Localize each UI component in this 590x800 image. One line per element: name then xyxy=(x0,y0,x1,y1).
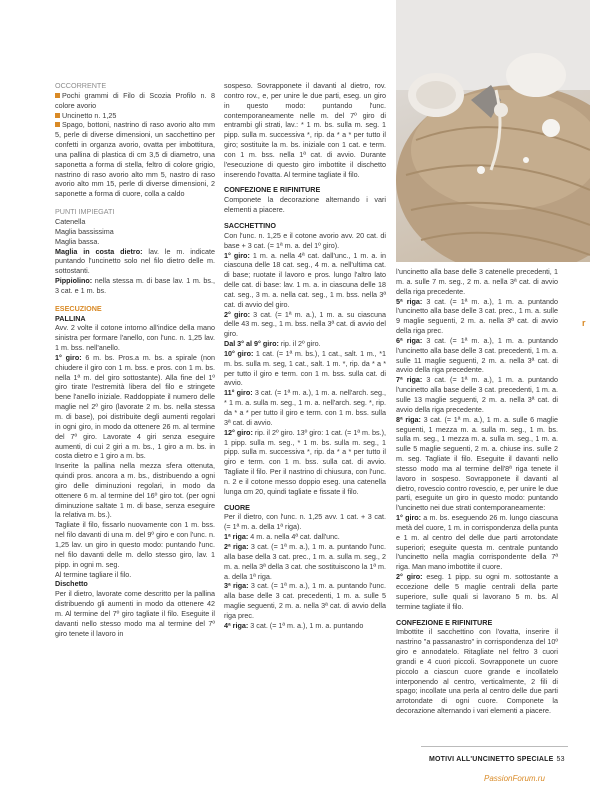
stitch-item: Maglia bassissima xyxy=(55,226,114,236)
bullet-square-icon xyxy=(55,122,60,127)
instruction-paragraph: Avv. 2 volte il cotone intorno all'indice della mano sinistra per formare l'anello, con l'unc. n. 1,25 lav. 1 m. bss. nell'anello. xyxy=(55,323,215,353)
instruction-paragraph: 2° giro: eseg. 1 pipp. su ogni m. sottostante a eccezione delle 5 maglie centrali della parte superiore, sulle quali si lavorano 5 m. bs. Al termine tagliate il filo. xyxy=(396,572,559,611)
cuore-heading: CUORE xyxy=(224,502,250,512)
sacchettino-heading: SACCHETTINO xyxy=(224,220,276,230)
column-1 xyxy=(55,81,215,638)
instruction-paragraph: 5ª riga: 3 cat. (= 1ª m. a.), 1 m. a. puntando l'uncinetto alla base delle 3 cat. prec., 1 m. a. sulle 9 maglie seguenti, 2 m. a. nella 3ª cat. di avvio della riga prec. xyxy=(396,296,559,336)
stitch-item: Catenella xyxy=(55,216,86,226)
instruction-paragraph: 3ª riga: 3 cat. (= 1ª m. a.), 1 m. a. puntando l'unc. alla base delle 3 cat. precedenti, 1 m. a. sulle 5 maglie seguenti, 2 m. a. nella 3ª cat. di avvio della riga prec. xyxy=(224,581,386,620)
occorrente-heading: OCCORRENTE xyxy=(55,81,107,90)
instruction-paragraph: Inserite la pallina nella mezza sfera ottenuta, quindi pros. ancora a m. bs., distribuendo a ogni giro delle diminuzioni regolari, in modo da ottenere 6 m. al termine del 16º giro tot. (per ogni diminuzione saltate 1 m. di base, senza eseguire la relativa m. bs.). xyxy=(55,461,215,520)
materials-item: Uncinetto n. 1,25 xyxy=(55,111,215,121)
confezione-heading: CONFEZIONE E RIFINITURE xyxy=(396,617,493,627)
side-mark: r xyxy=(582,318,586,328)
esecuzione-heading: ESECUZIONE xyxy=(55,303,102,313)
bullet-square-icon xyxy=(55,113,60,118)
instruction-paragraph: l'uncinetto alla base delle 3 catenelle precedenti, 1 m. a. sulle 7 m. seg., 2 m. a. nella 3ª cat. di avvio della riga precedente. xyxy=(396,267,558,296)
page-footer xyxy=(429,756,565,763)
instruction-paragraph: 12° giro: rip. il 2º giro. 13º giro: 1 cat. (= 1ª m. bs.), 1 pipp. sulla m. seg., * 1 m. bs. sulla m. seg., 1 pipp. sulla m. successiva *, rip. da * a * per tutto il giro e term. con 1 m. bss. sulla cat. di avvio. Tagliate il filo. Per il nastrino di chiusura, con l'unc. n. 2 e il cotone messo doppio eseg. una catenella lunga cm 20, quindi tagliate e fissate il filo. xyxy=(224,427,386,496)
pallina-heading: PALLINA xyxy=(55,313,86,323)
instruction-paragraph: sospeso. Sovrapponete il davanti al dietro, rov. contro rov., e, per unire le due parti, eseg. un giro in questo modo: puntando l'unc. contemporaneamente nelle m. del 7º giro di entrambi gli strati, lav.: * 1 m. bs. sulla m. seg. 1 pipp. sulla m. successiva *, rip. da * a * per tutto il giro; sostituite la m. bs. iniziale con 1 cat. e term. con 1 m. bss. nella 1ª cat. di avvio. Durante l'esecuzione di questo giro imbottite il dischetto inserendo l'ovatta. Al termine tagliate il filo. xyxy=(224,81,386,179)
instruction-paragraph: 1ª riga: 4 m. a. nella 4ª cat. dall'unc. xyxy=(224,532,340,542)
column-2 xyxy=(224,81,386,631)
instruction-paragraph: 11° giro: 3 cat. (= 1ª m. a.), 1 m. a. nell'arch. seg., * 1 m. a. sulla m. seg., 1 m. a. nell'arch. seg. *, rip. da * a * per tutto il giro e term. con 1 m. bss. sulla 3ª cat. di avvio. xyxy=(224,388,387,427)
instruction-paragraph: Per il dietro, lavorate come descritto per la pallina distribuendo gli aumenti in modo da ottenere 42 m. Al termine del 7º giro tagliate il filo. Eseguite il davanti nello stesso modo ma al termine del 7º giro tenete il lavoro in xyxy=(55,589,215,638)
craft-photo xyxy=(396,0,590,262)
footer-divider xyxy=(421,746,568,747)
watermark: PassionForum.ru xyxy=(484,774,545,783)
dischetto-heading: Dischetto xyxy=(55,579,88,589)
instruction-paragraph: Al termine tagliare il filo. xyxy=(55,569,132,579)
instruction-paragraph: 1° giro: a m. bs. eseguendo 26 m. lungo ciascuna metà del cuore, 1 m. in corrispondenza della punta e 1 m. al centro del delle due parti arrotondate superiori; eseguite questa m. centrale puntando l'uncinetto nella maglia corrispondente della 7ª riga. Man mano imbottite il cuore. xyxy=(396,513,558,572)
instruction-paragraph: Per il dietro, con l'unc. n. 1,25 avv. 1 cat. + 3 cat. (= 1ª m. a. della 1ª riga). xyxy=(224,512,386,532)
instruction-paragraph: 1° giro: 6 m. bs. Pros.a m. bs. a spirale (non chiudere il giro con 1 m. bss. e pros. con 1 m. bs. nella 1ª m. del giro sottostante). Alla fine del 1º giro tirate l'estremità libera del filo e stringete bene l'anello iniziale. Raddoppiate il numero delle maglie nel 2º giro (lavorate 2 m. bs. nella stessa m. di base), poi distribuite degli aumenti regolari in ogni giro, in modo da ottenere 26 m. al termine del 7º giro. Lavorate 4 giri senza eseguire aumenti, di cui 2 giri a m. bs., 1 giro a m. bs. in costa dietro e 1 giro a m. bs. xyxy=(55,352,215,461)
confezione-heading: CONFEZIONE E RIFINITURE xyxy=(224,185,321,195)
instruction-paragraph: 2° giro: 3 cat. (= 1ª m. a.), 1 m. a. su ciascuna delle 43 m. seg., 1 m. bss. nella 3ª cat. di avvio del giro. xyxy=(224,309,386,339)
materials-item: Pochi grammi di Filo di Scozia Profilo n. 8 colore avorio xyxy=(55,90,215,110)
instruction-paragraph: 8ª riga: 3 cat. (= 1ª m. a.), 1 m. a. sulle 6 maglie seguenti, 1 mezza m. a. sulla m. seg., 1 m. bs. sulla m. seg., 1 mezza m. a. sulla m. seg., 1 m. a. sulle 5 maglie seguenti, 2 m. a. chiuse ins. sulle 2 m. seg. Tagliate il filo. Eseguite il davanti nello stesso modo ma al termine dell'8ª riga tenete il lavoro in sospeso. Sovrapponete il davanti al dietro, rovescio contro rovescio, e, per unire le due parti, eseguite un giro in questo modo: puntando l'uncinetto nei due strati contemporaneamente: xyxy=(396,414,559,513)
footer-title: MOTIVI ALL'UNCINETTO SPECIALE xyxy=(429,756,554,763)
instruction-paragraph: 1° giro: 1 m. a. nella 4ª cat. dall'unc., 1 m. a. in ciascuna delle 18 cat. seg., 4 m. a. nell'ultima cat. di base; ruotate il lavoro e pros. lungo l'altro lato delle cat. di base: lav. 1 m. a. in ciascuna delle 18 cat. seg., 3 m. a. nella cat. seg., 1 m. bss. nella 3ª cat. di avvio del giro. xyxy=(224,250,386,309)
stitch-definition: Pippiolino: nella stessa m. di base lav. 1 m. bs., 3 cat. e 1 m. bs. xyxy=(55,276,215,295)
bullet-square-icon xyxy=(55,93,60,98)
column-3 xyxy=(396,267,558,716)
decoration-photo-illustration xyxy=(396,0,590,262)
materials-item: Spago, bottoni, nastrino di raso avorio alto mm 5, perle di diverse dimensioni, un sacchettino per confetti in organza avorio, ovatta per imbottitura, una pallina di plastica di cm 3,5 di diametro, una saponetta a forma di stella, feltro di colore grigio, nastrino di raso avorio alto mm 5, nastro di raso avorio alto mm 15, perle di diverse dimensioni, 2 saponette a forma di cuore, colla a caldo xyxy=(55,120,215,199)
instruction-paragraph: 2ª riga: 3 cat. (= 1ª m. a.), 1 m. a. puntando l'unc. alla base della 3 cat. prec., 1 m. a. sulla m. seg., 2 m. a. nella 3ª della 3 cat. che sostituiscono la 1ª m. a. della 1ª riga. xyxy=(224,541,386,581)
instruction-paragraph: 6ª riga: 3 cat. (= 1ª m. a.), 1 m. a. puntando l'uncinetto alla base delle 3 cat. precedenti, 1 m. a. sulle 11 maglie seguenti, 2 m. a. nella 3ª cat. di avvio della riga precedente. xyxy=(396,335,559,375)
instruction-paragraph: 7ª riga: 3 cat. (= 1ª m. a.), 1 m. a. puntando l'uncinetto alla base delle 3 cat. precedenti, 1 m. a. sulle 13 maglie seguenti, 2 m. a. nella 3ª cat. di avvio della riga precedente. xyxy=(396,375,559,414)
instruction-paragraph: Tagliate il filo, fissarlo nuovamente con 1 m. bss. nel filo davanti di una m. del 9º giro e con l'unc. n. 1,25 lav. un giro in questo modo: puntando l'unc. nel filo davanti delle m. dello stesso giro, lav. 1 pipp. in ogni m. seg. xyxy=(55,520,215,569)
instruction-paragraph: Componete la decorazione alternando i vari elementi a piacere. xyxy=(224,195,386,215)
punti-heading: PUNTI IMPIEGATI xyxy=(55,207,115,217)
instruction-paragraph: Imbottite il sacchettino con l'ovatta, inserire il nastrino "a passanastro" in corrispondenza del 10º giro e annodatelo. Ritagliate nel feltro 3 cuori grandi e 4 cuori piccoli. Sovrapponete un cuore piccolo a ciascun cuore grande e incollatelo interponendo al centro, verticalmente, 2 fili di spago; incollate una perla al centro delle due parti arrotondate di ogni cuore. Componete la decorazione alternando i vari elementi a piacere. xyxy=(396,627,558,716)
instruction-paragraph: Con l'unc. n. 1,25 e il cotone avorio avv. 20 cat. di base + 3 cat. (= 1ª m. a. del 1º giro). xyxy=(224,230,386,250)
instruction-paragraph: Dal 3° al 9° giro: rip. il 2º giro. xyxy=(224,339,321,349)
stitch-item: Maglia bassa. xyxy=(55,236,100,246)
instruction-paragraph: 10° giro: 1 cat. (= 1ª m. bs.), 1 cat., salt. 1 m., *1 m. bs. sulla m. seg, 1 cat., salt. 1 m. *, rip. da * a * per tutto il giro e term. con 1 m. bss. sulla cat. di avvio. xyxy=(224,348,386,388)
instruction-paragraph: 4ª riga: 3 cat. (= 1ª m. a.), 1 m. a. puntando xyxy=(224,620,364,630)
page-number: 53 xyxy=(556,756,565,763)
stitch-definition: Maglia in costa dietro: lav. le m. indicate puntando l'uncinetto solo nel filo dietro delle m. sottostanti. xyxy=(55,246,215,276)
